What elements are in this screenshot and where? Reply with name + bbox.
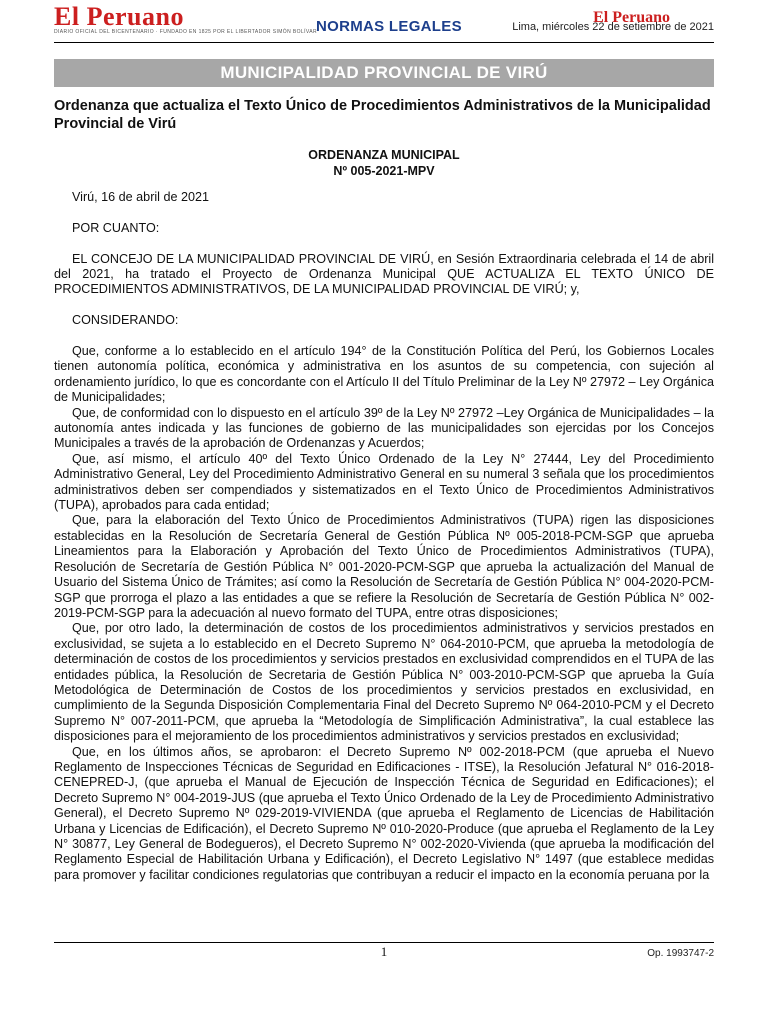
ordinance-number: Nº 005-2021-MPV [333,164,435,178]
paragraph-concejo: EL CONCEJO DE LA MUNICIPALIDAD PROVINCIAL DE VIRÚ, en Sesión Extraordinaria celebrada el 14 de abril del 2021, ha tratado el Proyecto de Ordenanza Municipal QUE ACTUALIZA EL TEXTO ÚNICO DE PROCEDIMIENTOS ADMINISTRATIVOS, DE LA MUNICIPALIDAD PROVINCIAL DE VIRÚ; y, [54,251,714,297]
operation-code: Op. 1993747-2 [647,948,714,959]
paragraph-considerando: CONSIDERANDO: [72,313,179,328]
el-peruano-logo [54,4,317,35]
paragraph-date: Virú, 16 de abril de 2021 [72,190,209,204]
page-number: 1 [380,944,388,959]
publication-date: Lima, miércoles 22 de setiembre de 2021 [512,21,714,33]
paragraph: Que, de conformidad con lo dispuesto en el artículo 39º de la Ley Nº 27972 –Ley Orgánica de Municipalidades – la autonomía antes indicada y las funciones de gobierno de las municipalidades son ejercidas por los Concejos Municipales a través de la aprobación de Ordenanzas y Acuerdos; [54,405,714,451]
ordinance-label: ORDENANZA MUNICIPAL [308,148,460,162]
paragraph: Que, conforme a lo establecido en el artículo 194° de la Constitución Política del Perú, los Gobiernos Locales tienen autonomía política, económica y administrativa en los asuntos de su competencia, con sujeción al ordenamiento jurídico, lo que es concordante con el Artículo II del Título Preliminar de la Ley Nº 27972 – Ley Orgánica de Municipalidades; [54,344,714,405]
document-title: Ordenanza que actualiza el Texto Único de Procedimientos Administrativos de la Municipalidad Provincial de Virú [54,98,711,132]
header-right [514,10,714,40]
small-logo: El Peruano [593,9,670,26]
section-title: NORMAS LEGALES [316,18,462,35]
paragraph: Que, por otro lado, la determinación de costos de los procedimientos administrativos y servicios prestados en exclusividad, se sujeta a lo establecido en el Decreto Supremo N° 064-2010-PCM, que aprueba la metodología de determinación de costos de los procedimientos y servicios prestados en exclusividad comprendidos en el TUPA de las entidades pública, la Resolución de Secretaria de Gestión Pública N° 003-2010-PCM-SGP que aprueba la Guía Metodológica de Determinación de Costos de los procedimientos y servicios prestados en exclusividad, en cumplimiento de la Segunda Disposición Complementaria Final del Decreto Supremo Nº 064-2010-PCM y el Decreto Supremo N° 007-2011-PCM, que aprueba la “Metodología de Simplificación Administrativa”, la cual establece las disposiciones para el mejoramiento de los procedimientos administrativos y servicios prestados en exclusividad; [54,621,714,744]
footer-divider [54,942,714,943]
logo-text: El Peruano [54,2,184,31]
document-body [54,190,714,883]
institution-banner: MUNICIPALIDAD PROVINCIAL DE VIRÚ [54,59,714,87]
paragraph: Que, en los últimos años, se aprobaron: el Decreto Supremo Nº 002-2018-PCM (que aprueba el Nuevo Reglamento de Inspecciones Técnicas de Seguridad en Edificaciones - ITSE), la Resolución Jefatural N° 016-2018-CENEPRED-J, (que aprueba el Manual de Ejecución de Inspección Técnica de Seguridad en Edificaciones); el Decreto Supremo N° 004-2019-JUS (que aprueba el Texto Único Ordenado de la Ley de Procedimiento Administrativo General), el Decreto Supremo Nº 029-2019-VIVIENDA (que aprueba el Reglamento de Licencias de Habilitación Urbana y Licencias de Edificación), el Decreto Supremo Nº 010-2020-Produce (que aprueba el Reglamento de la Ley N° 30877, Ley General de Bodegueros), el Decreto Supremo N° 002-2020-Vivienda (que aprueba la modificación del Reglamento Especial de Habilitación Urbana y Edificación), el Decreto Legislativo N° 1497 (que establece medidas para promover y facilitar condiciones regulatorias que contribuyan a reducir el impacto en la economía peruana por la [54,744,714,882]
paragraph-por-cuanto: POR CUANTO: [72,220,160,235]
paragraph: Que, así mismo, el artículo 40º del Texto Único Ordenado de la Ley N° 27444, Ley del Procedimiento Administrativo General, Ley del Procedimiento Administrativo General en su numeral 3 señala que los procedimientos administrativos deben ser compendiados y sistematizados en el Texto Único de Procedimientos Administrativos (TUPA), aprobados para cada entidad; [54,451,714,513]
paragraph: Que, para la elaboración del Texto Único de Procedimientos Administrativos (TUPA) rigen las disposiciones establecidas en la Resolución de Secretaría General de Gestión Pública Nº 005-2018-PCM-SGP que aprueba Lineamientos para la Elaboración y Aprobación del Texto Único de Procedimientos Administrativos (TUPA), Resolución de Secretaría de Gestión Pública N° 001-2020-PCM-SGP que aprueba la actualización del Manual de Usuario del Sistema Único de Trámites; así como la Resolución de Secretaría de Gestión Pública N° 004-2020-PCM-SGP que prorroga el plazo a las entidades a que se refiere la Resolución de Secretaría de Gestión Pública N° 002-2019-PCM-SGP para la adecuación al nuevo formato del TUPA, entre otras disposiciones; [54,513,714,620]
logo-tagline: DIARIO OFICIAL DEL BICENTENARIO · FUNDADO EN 1825 POR EL LIBERTADOR SIMÓN BOLÍVAR [54,29,318,35]
ordinance-heading [54,147,714,179]
header-divider [54,42,714,43]
